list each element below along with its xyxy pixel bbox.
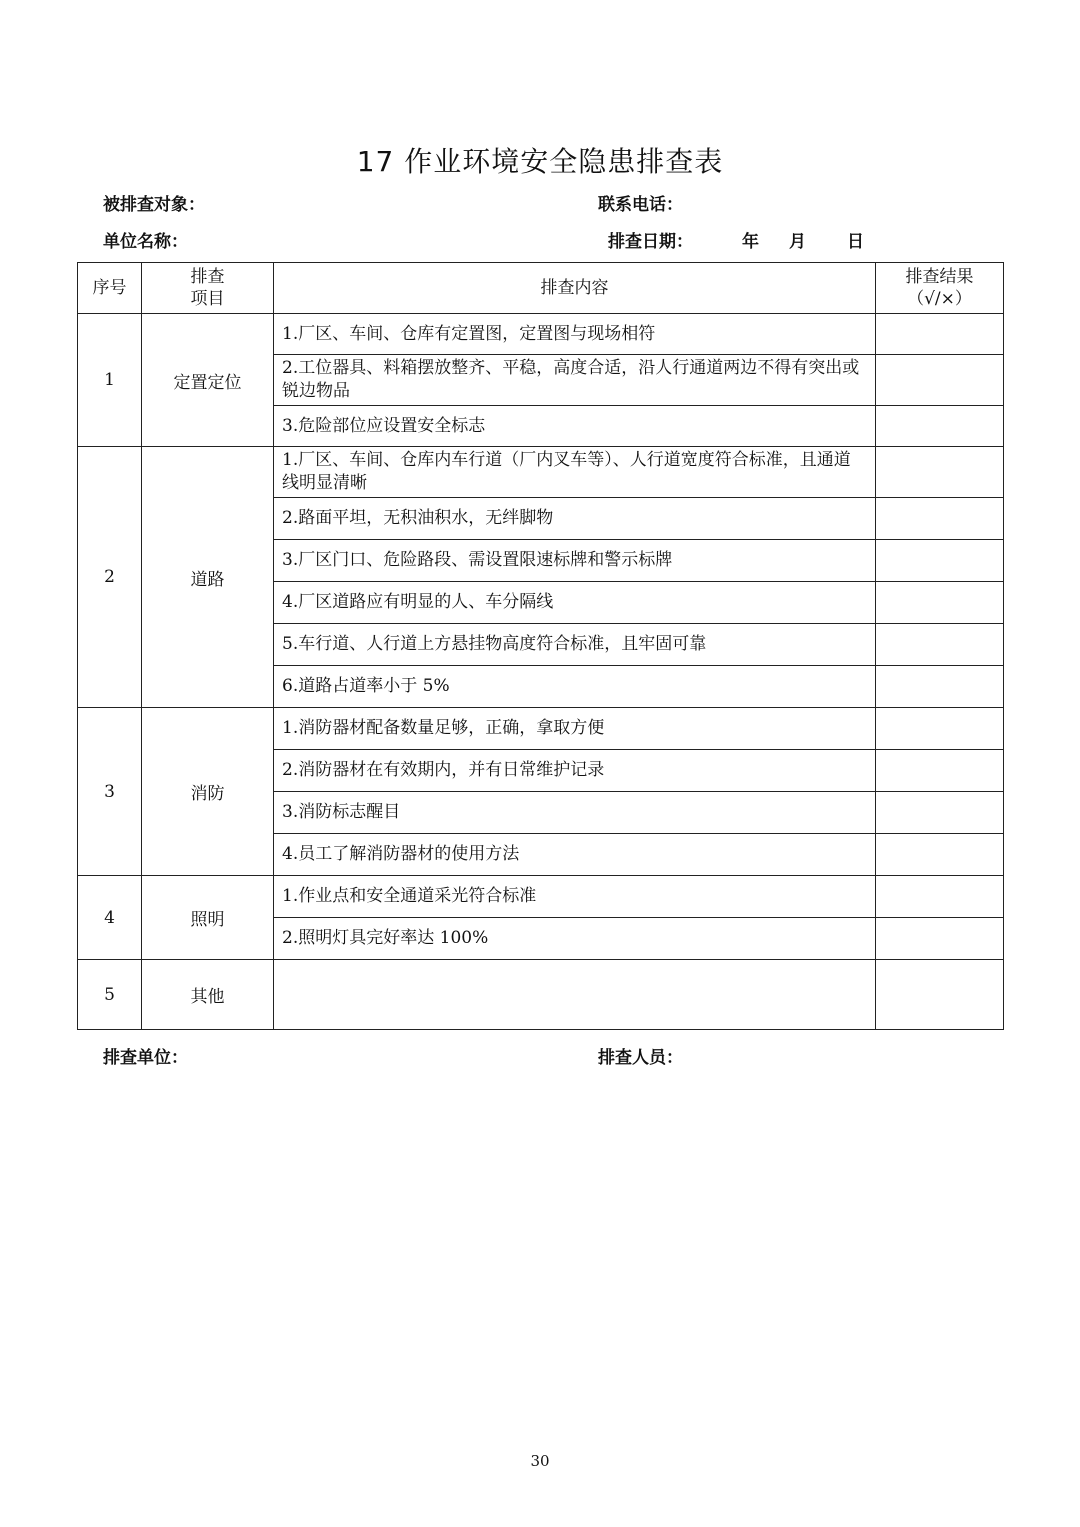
- table-row: [78, 708, 1004, 750]
- header-content: 排查内容: [274, 263, 876, 314]
- inspection-table: [77, 262, 1004, 1030]
- header-item: [142, 263, 274, 314]
- row-result-cell[interactable]: [876, 834, 1004, 876]
- footer-staff-label: 排查人员：: [598, 1048, 683, 1068]
- date-label: 排查日期：: [608, 232, 693, 252]
- row-result-cell[interactable]: [876, 876, 1004, 918]
- row-content: 3.消防标志醒目: [274, 792, 876, 834]
- row-item: 其他: [142, 960, 274, 1030]
- row-content: 1.厂区、车间、仓库有定置图，定置图与现场相符: [274, 314, 876, 355]
- header-result-line1: 排查结果: [905, 267, 974, 287]
- row-result-cell[interactable]: [876, 918, 1004, 960]
- row-result-cell[interactable]: [876, 355, 1004, 406]
- row-content: 6.道路占道率小于 5%: [274, 666, 876, 708]
- header-result-line2: （√/×）: [907, 289, 972, 309]
- row-seq: 5: [78, 960, 142, 1030]
- header-item-line2: 项目: [190, 289, 225, 309]
- unit-label: 单位名称：: [103, 232, 188, 252]
- row-seq: 1: [78, 314, 142, 447]
- row-result-cell[interactable]: [876, 540, 1004, 582]
- header-result: [876, 263, 1004, 314]
- row-content: 2.路面平坦，无积油积水，无绊脚物: [274, 498, 876, 540]
- row-content: 3.厂区门口、危险路段、需设置限速标牌和警示标牌: [274, 540, 876, 582]
- footer-unit-label: 排查单位：: [103, 1048, 188, 1068]
- row-result-cell[interactable]: [876, 314, 1004, 355]
- row-seq: 3: [78, 708, 142, 876]
- target-label: 被排查对象：: [103, 195, 205, 215]
- table-row: [78, 960, 1004, 1030]
- date-month: 月: [789, 232, 806, 252]
- row-result-cell[interactable]: [876, 750, 1004, 792]
- row-result-cell[interactable]: [876, 708, 1004, 750]
- row-result-cell[interactable]: [876, 666, 1004, 708]
- row-item: 道路: [142, 447, 274, 708]
- table-row: [78, 876, 1004, 918]
- row-content: 2.工位器具、料箱摆放整齐、平稳，高度合适，沿人行通道两边不得有突出或锐边物品: [274, 355, 876, 406]
- table-header-row: [78, 263, 1004, 314]
- row-result-cell[interactable]: [876, 792, 1004, 834]
- row-content: 1.厂区、车间、仓库内车行道（厂内叉车等）、人行道宽度符合标准，且通道线明显清晰: [274, 447, 876, 498]
- date-year: 年: [742, 232, 759, 252]
- row-content: [274, 960, 876, 1030]
- header-seq: 序号: [78, 263, 142, 314]
- row-content: 3.危险部位应设置安全标志: [274, 406, 876, 447]
- row-result-cell[interactable]: [876, 406, 1004, 447]
- table-row: [78, 447, 1004, 498]
- row-content: 4.员工了解消防器材的使用方法: [274, 834, 876, 876]
- row-item: 定置定位: [142, 314, 274, 447]
- row-result-cell[interactable]: [876, 582, 1004, 624]
- row-result-cell[interactable]: [876, 624, 1004, 666]
- row-result-cell[interactable]: [876, 498, 1004, 540]
- row-result-cell[interactable]: [876, 447, 1004, 498]
- row-content: 2.照明灯具完好率达 100%: [274, 918, 876, 960]
- row-content: 4.厂区道路应有明显的人、车分隔线: [274, 582, 876, 624]
- row-content: 1.作业点和安全通道采光符合标准: [274, 876, 876, 918]
- date-day: 日: [847, 232, 864, 252]
- row-result-cell[interactable]: [876, 960, 1004, 1030]
- row-content: 5.车行道、人行道上方悬挂物高度符合标准，且牢固可靠: [274, 624, 876, 666]
- row-content: 1.消防器材配备数量足够，正确，拿取方便: [274, 708, 876, 750]
- row-seq: 4: [78, 876, 142, 960]
- table-row: [78, 314, 1004, 355]
- row-seq: 2: [78, 447, 142, 708]
- row-item: 消防: [142, 708, 274, 876]
- row-content: 2.消防器材在有效期内，并有日常维护记录: [274, 750, 876, 792]
- header-item-line1: 排查: [190, 267, 225, 287]
- page-title: 17 作业环境安全隐患排查表: [356, 145, 724, 178]
- phone-label: 联系电话：: [598, 195, 683, 215]
- page-number: 30: [530, 1452, 550, 1470]
- row-item: 照明: [142, 876, 274, 960]
